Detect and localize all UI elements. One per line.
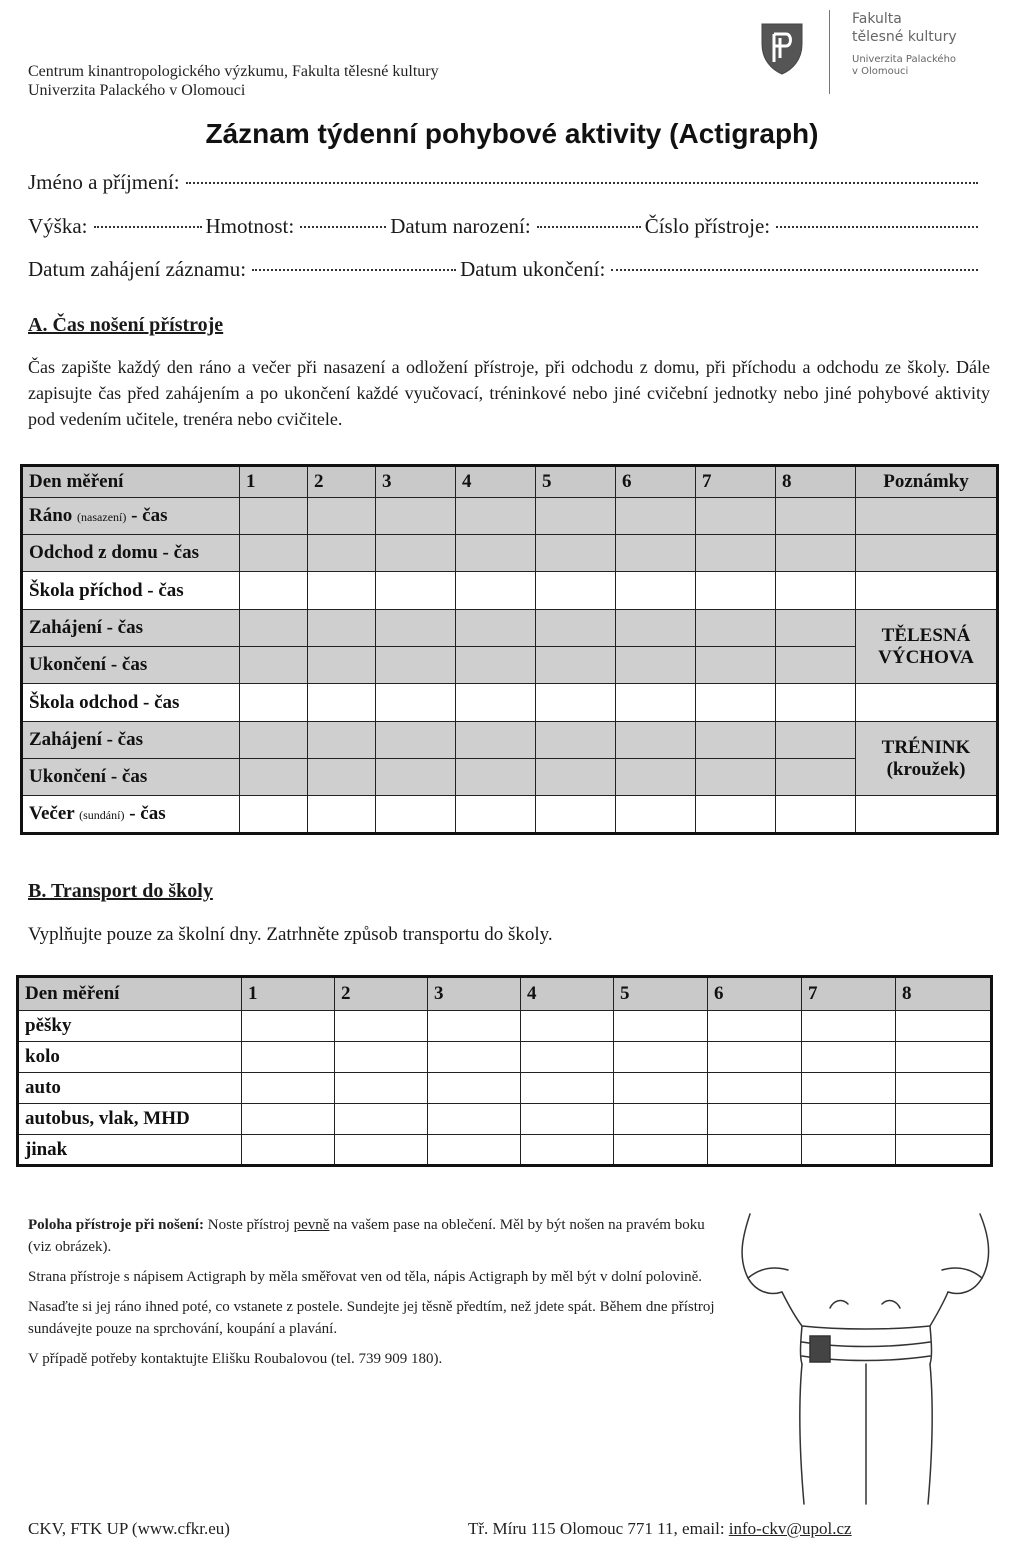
row-label-training-end: Ukončení - čas xyxy=(22,759,240,796)
table-cell[interactable] xyxy=(616,572,696,610)
row-label-pe-end: Ukončení - čas xyxy=(22,647,240,684)
section-a-heading: A. Čas nošení přístroje xyxy=(28,314,224,336)
row-label-pe-start: Zahájení - čas xyxy=(22,610,240,647)
table-cell[interactable] xyxy=(376,498,456,535)
checkbox-cell[interactable] xyxy=(242,1011,335,1042)
table-cell[interactable] xyxy=(240,796,308,834)
wearing-instructions xyxy=(28,1214,718,1378)
mode-label-car: auto xyxy=(18,1073,242,1104)
table-cell[interactable] xyxy=(308,572,376,610)
table-cell[interactable] xyxy=(376,610,456,647)
checkbox-cell[interactable] xyxy=(614,1104,708,1135)
table-cell[interactable] xyxy=(696,722,776,759)
table-cell[interactable] xyxy=(456,722,536,759)
table-row xyxy=(22,759,998,796)
checkbox-cell[interactable] xyxy=(521,1042,614,1073)
measurements-field-row xyxy=(28,214,982,239)
checkbox-cell[interactable] xyxy=(708,1104,802,1135)
device-number-label: Číslo přístroje: xyxy=(644,214,771,238)
instruction-contact: V případě potřeby kontaktujte Elišku Roubalovou (tel. 739 909 180). xyxy=(28,1351,443,1367)
table-cell[interactable] xyxy=(536,498,616,535)
table-cell[interactable] xyxy=(776,759,856,796)
checkbox-cell[interactable] xyxy=(614,1042,708,1073)
table-cell[interactable] xyxy=(240,535,308,572)
section-a-instructions: Čas zapište každý den ráno a večer při nasazení a odložení přístroje, při odchodu z domu, při příchodu a odchodu ze školy. Dále zapisujte čas před zahájením a po ukončení každé vyučovací, tréninkové nebo jiné cvičební jednotky nebo jiné pohybové aktivity pod vedením učitele, trenéra nebo cvičitele. xyxy=(28,357,990,429)
day-2-header: 2 xyxy=(308,466,376,498)
start-date-input-line[interactable] xyxy=(252,269,456,271)
institution-line-1: Centrum kinantropologického výzkumu, Fakulta tělesné kultury xyxy=(28,63,439,80)
section-b-heading: B. Transport do školy xyxy=(28,880,213,902)
table-row xyxy=(18,1073,992,1104)
notes-cell[interactable] xyxy=(856,684,998,722)
birth-date-label: Datum narození: xyxy=(390,214,531,238)
instruction-position: Poloha přístroje při nošení: Noste přístroj pevně na vašem pase na oblečení. Měl by být nošen na pravém boku (viz obrázek). xyxy=(28,1217,705,1255)
day-2-header: 2 xyxy=(335,977,428,1011)
row-label-evening: Večer (sundání) - čas xyxy=(22,796,240,834)
notes-cell[interactable] xyxy=(856,796,998,834)
table-row xyxy=(18,1011,992,1042)
table-row xyxy=(18,1135,992,1166)
table-cell[interactable] xyxy=(776,535,856,572)
device-number-input-line[interactable] xyxy=(776,226,978,228)
day-7-header: 7 xyxy=(802,977,896,1011)
checkbox-cell[interactable] xyxy=(428,1135,521,1166)
checkbox-cell[interactable] xyxy=(335,1011,428,1042)
mode-label-public-transport: autobus, vlak, MHD xyxy=(18,1104,242,1135)
mode-label-bike: kolo xyxy=(18,1042,242,1073)
checkbox-cell[interactable] xyxy=(521,1135,614,1166)
notes-cell[interactable] xyxy=(856,572,998,610)
checkbox-cell[interactable] xyxy=(242,1073,335,1104)
table-cell[interactable] xyxy=(308,684,376,722)
table-cell[interactable] xyxy=(696,647,776,684)
checkbox-cell[interactable] xyxy=(802,1104,896,1135)
table-cell[interactable] xyxy=(696,572,776,610)
table-cell[interactable] xyxy=(240,610,308,647)
day-4-header: 4 xyxy=(456,466,536,498)
table-cell[interactable] xyxy=(456,684,536,722)
day-5-header: 5 xyxy=(614,977,708,1011)
checkbox-cell[interactable] xyxy=(335,1135,428,1166)
checkbox-cell[interactable] xyxy=(428,1073,521,1104)
footer-left: CKV, FTK UP (www.cfkr.eu) xyxy=(28,1519,230,1538)
footer-address: Tř. Míru 115 Olomouc 771 11, email: xyxy=(468,1519,725,1538)
checkbox-cell[interactable] xyxy=(335,1042,428,1073)
table-cell[interactable] xyxy=(240,572,308,610)
checkbox-cell[interactable] xyxy=(802,1135,896,1166)
footer-email-link[interactable]: info-ckv@upol.cz xyxy=(728,1519,852,1538)
table-cell[interactable] xyxy=(616,759,696,796)
day-7-header: 7 xyxy=(696,466,776,498)
table-row xyxy=(22,535,998,572)
table-cell[interactable] xyxy=(536,759,616,796)
notes-cell[interactable] xyxy=(856,498,998,535)
table-row xyxy=(22,684,998,722)
table-cell[interactable] xyxy=(616,610,696,647)
table-cell[interactable] xyxy=(696,796,776,834)
table-row xyxy=(22,498,998,535)
table-cell[interactable] xyxy=(308,610,376,647)
table-cell[interactable] xyxy=(456,647,536,684)
height-label: Výška: xyxy=(28,214,88,238)
table-cell[interactable] xyxy=(776,610,856,647)
day-1-header: 1 xyxy=(242,977,335,1011)
checkbox-cell[interactable] xyxy=(708,1042,802,1073)
checkbox-cell[interactable] xyxy=(335,1073,428,1104)
table-cell[interactable] xyxy=(376,722,456,759)
table-row xyxy=(18,1104,992,1135)
checkbox-cell[interactable] xyxy=(242,1135,335,1166)
table-row xyxy=(22,572,998,610)
table-cell[interactable] xyxy=(696,684,776,722)
table-cell[interactable] xyxy=(776,498,856,535)
table-cell[interactable] xyxy=(616,796,696,834)
table-cell[interactable] xyxy=(536,722,616,759)
name-input-line[interactable] xyxy=(186,182,978,184)
end-date-label: Datum ukončení: xyxy=(460,257,606,281)
day-6-header: 6 xyxy=(616,466,696,498)
checkbox-cell[interactable] xyxy=(521,1104,614,1135)
weight-input-line[interactable] xyxy=(300,226,386,228)
table-cell[interactable] xyxy=(616,498,696,535)
logo-line-1: Fakulta xyxy=(852,11,902,27)
transport-table xyxy=(16,975,993,1167)
table-cell[interactable] xyxy=(240,498,308,535)
waist-illustration-icon xyxy=(730,1208,1000,1508)
checkbox-cell[interactable] xyxy=(428,1011,521,1042)
logo-line-4: v Olomouci xyxy=(852,66,909,77)
checkbox-cell[interactable] xyxy=(428,1104,521,1135)
checkbox-cell[interactable] xyxy=(242,1042,335,1073)
checkbox-cell[interactable] xyxy=(802,1042,896,1073)
notes-header: Poznámky xyxy=(856,466,998,498)
mode-label-walk: pěšky xyxy=(18,1011,242,1042)
checkbox-cell[interactable] xyxy=(896,1042,992,1073)
table-cell[interactable] xyxy=(376,684,456,722)
day-8-header: 8 xyxy=(776,466,856,498)
table-cell[interactable] xyxy=(240,759,308,796)
day-3-header: 3 xyxy=(428,977,521,1011)
footer-right xyxy=(468,1519,852,1539)
row-label-morning: Ráno (nasazení) - čas xyxy=(22,498,240,535)
table-cell[interactable] xyxy=(376,647,456,684)
checkbox-cell[interactable] xyxy=(802,1011,896,1042)
table-cell[interactable] xyxy=(536,535,616,572)
row-label-leave-home: Odchod z domu - čas xyxy=(22,535,240,572)
table-cell[interactable] xyxy=(776,647,856,684)
table-row xyxy=(22,796,998,834)
row-label-training-start: Zahájení - čas xyxy=(22,722,240,759)
table-cell[interactable] xyxy=(308,498,376,535)
table-cell[interactable] xyxy=(616,684,696,722)
wear-time-table xyxy=(20,464,999,835)
table-cell[interactable] xyxy=(308,722,376,759)
table-cell[interactable] xyxy=(240,684,308,722)
logo-divider xyxy=(829,10,830,94)
day-header: Den měření xyxy=(18,977,242,1011)
table-cell[interactable] xyxy=(536,610,616,647)
table-cell[interactable] xyxy=(376,796,456,834)
table-cell[interactable] xyxy=(616,722,696,759)
page-title: Záznam týdenní pohybové aktivity (Actigraph) xyxy=(205,118,819,149)
table-cell[interactable] xyxy=(456,572,536,610)
table-cell[interactable] xyxy=(696,610,776,647)
table-row xyxy=(22,610,998,647)
table-cell[interactable] xyxy=(240,722,308,759)
checkbox-cell[interactable] xyxy=(335,1104,428,1135)
logo-line-3: Univerzita Palackého xyxy=(852,54,957,65)
table-cell[interactable] xyxy=(456,498,536,535)
table-cell[interactable] xyxy=(240,647,308,684)
table-cell[interactable] xyxy=(776,722,856,759)
section-b-instructions: Vyplňujte pouze za školní dny. Zatrhněte způsob transportu do školy. xyxy=(28,924,553,945)
university-seal-icon xyxy=(758,20,806,76)
institution-block xyxy=(28,62,439,100)
table-cell[interactable] xyxy=(536,684,616,722)
table-row xyxy=(22,647,998,684)
row-label-school-leave: Škola odchod - čas xyxy=(22,684,240,722)
table-cell[interactable] xyxy=(376,759,456,796)
checkbox-cell[interactable] xyxy=(896,1073,992,1104)
checkbox-cell[interactable] xyxy=(614,1073,708,1104)
checkbox-cell[interactable] xyxy=(708,1135,802,1166)
checkbox-cell[interactable] xyxy=(614,1011,708,1042)
table-row xyxy=(18,1042,992,1073)
day-3-header: 3 xyxy=(376,466,456,498)
checkbox-cell[interactable] xyxy=(614,1135,708,1166)
table-cell[interactable] xyxy=(536,796,616,834)
table-cell[interactable] xyxy=(536,647,616,684)
table-cell[interactable] xyxy=(536,572,616,610)
checkbox-cell[interactable] xyxy=(708,1011,802,1042)
checkbox-cell[interactable] xyxy=(896,1104,992,1135)
instruction-orientation: Strana přístroje s nápisem Actigraph by měla směřovat ven od těla, nápis Actigraph by měl být v dolní polovině. xyxy=(28,1269,703,1285)
table-cell[interactable] xyxy=(456,535,536,572)
birth-date-input-line[interactable] xyxy=(537,226,641,228)
name-label: Jméno a příjmení: xyxy=(28,170,180,194)
table-cell[interactable] xyxy=(456,796,536,834)
table-cell[interactable] xyxy=(776,796,856,834)
table-cell[interactable] xyxy=(696,759,776,796)
table-cell[interactable] xyxy=(308,647,376,684)
day-6-header: 6 xyxy=(708,977,802,1011)
table-cell[interactable] xyxy=(776,684,856,722)
table-header-row xyxy=(18,977,992,1011)
table-header-row xyxy=(22,466,998,498)
table-cell[interactable] xyxy=(308,759,376,796)
day-1-header: 1 xyxy=(240,466,308,498)
checkbox-cell[interactable] xyxy=(896,1011,992,1042)
checkbox-cell[interactable] xyxy=(896,1135,992,1166)
day-header: Den měření xyxy=(22,466,240,498)
notes-cell[interactable] xyxy=(856,535,998,572)
table-cell[interactable] xyxy=(776,572,856,610)
name-field-row xyxy=(28,170,982,195)
table-row xyxy=(22,722,998,759)
weight-label: Hmotnost: xyxy=(205,214,295,238)
checkbox-cell[interactable] xyxy=(521,1073,614,1104)
checkbox-cell[interactable] xyxy=(242,1104,335,1135)
table-cell[interactable] xyxy=(456,759,536,796)
table-cell[interactable] xyxy=(376,535,456,572)
table-cell[interactable] xyxy=(308,535,376,572)
note-physical-education: TĚLESNÁ VÝCHOVA xyxy=(856,610,998,684)
start-date-label: Datum zahájení záznamu: xyxy=(28,257,247,281)
dates-field-row xyxy=(28,257,982,282)
height-input-line[interactable] xyxy=(94,226,202,228)
table-cell[interactable] xyxy=(616,535,696,572)
faculty-logo-text xyxy=(852,10,957,78)
mode-label-other: jinak xyxy=(18,1135,242,1166)
day-5-header: 5 xyxy=(536,466,616,498)
checkbox-cell[interactable] xyxy=(802,1073,896,1104)
day-8-header: 8 xyxy=(896,977,992,1011)
table-cell[interactable] xyxy=(308,796,376,834)
table-cell[interactable] xyxy=(616,647,696,684)
instruction-schedule: Nasaďte si jej ráno ihned poté, co vstanete z postele. Sundejte jej těsně předtím, než jdete spát. Během dne přístroj sundávejte pouze na sprchování, koupání a plavání. xyxy=(28,1299,715,1337)
institution-line-2: Univerzita Palackého v Olomouci xyxy=(28,82,246,99)
checkbox-cell[interactable] xyxy=(708,1073,802,1104)
table-cell[interactable] xyxy=(456,610,536,647)
day-4-header: 4 xyxy=(521,977,614,1011)
row-label-school-arrival: Škola příchod - čas xyxy=(22,572,240,610)
logo-line-2: tělesné kultury xyxy=(852,29,957,45)
table-cell[interactable] xyxy=(376,572,456,610)
table-cell[interactable] xyxy=(696,535,776,572)
checkbox-cell[interactable] xyxy=(428,1042,521,1073)
note-training: TRÉNINK (kroužek) xyxy=(856,722,998,796)
end-date-input-line[interactable] xyxy=(611,269,978,271)
table-cell[interactable] xyxy=(696,498,776,535)
checkbox-cell[interactable] xyxy=(521,1011,614,1042)
